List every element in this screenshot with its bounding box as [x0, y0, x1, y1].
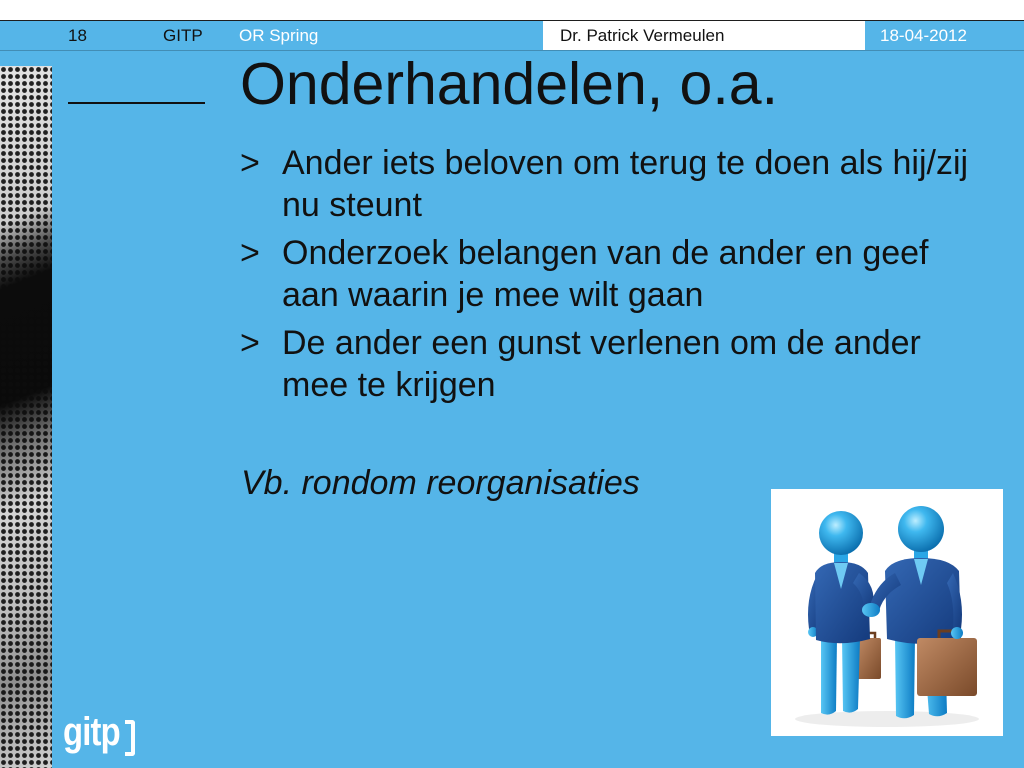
- left-figure-leg: [842, 637, 860, 713]
- right-briefcase: [917, 638, 977, 696]
- handshake-icon: [771, 489, 1003, 736]
- handshake-illustration: [771, 489, 1003, 736]
- bullet-marker: >: [240, 144, 260, 182]
- bullet-text: De ander een gunst verlenen om de ander mee te krijgen: [282, 324, 921, 404]
- slide-header-bar: [0, 20, 1024, 51]
- presenter-name: Dr. Patrick Vermeulen: [560, 26, 725, 45]
- bullet-item: [240, 142, 987, 226]
- example-text: Vb. rondom reorganisaties: [241, 464, 640, 502]
- halftone-photo-strip: [0, 66, 52, 768]
- left-figure-head: [819, 511, 863, 555]
- bullet-text: Ander iets beloven om terug te doen als hij/zij nu steunt: [282, 144, 969, 224]
- event-name: OR Spring: [239, 26, 319, 45]
- bullet-text: Onderzoek belangen van de ander en geef aan waarin je mee wilt gaan: [282, 234, 929, 314]
- clasped-hands: [862, 603, 880, 617]
- gitp-logo: [63, 712, 143, 756]
- right-figure-leg: [895, 637, 915, 718]
- bullet-marker: >: [240, 234, 260, 272]
- left-figure-leg: [821, 637, 837, 715]
- top-strip: [0, 0, 1024, 20]
- presentation-date: 18-04-2012: [880, 26, 967, 45]
- right-figure-hand: [951, 627, 963, 639]
- bullet-item: [240, 322, 987, 406]
- slide-number: 18: [68, 26, 87, 45]
- bullet-marker: >: [240, 324, 260, 362]
- logo-wordmark: gitp: [63, 710, 120, 754]
- bullet-item: [240, 232, 987, 316]
- slide-title: Onderhandelen, o.a.: [240, 51, 778, 117]
- company-name: GITP: [163, 26, 203, 45]
- title-rule-line: [68, 102, 205, 104]
- right-figure-head: [898, 506, 944, 552]
- bullet-list: [240, 142, 987, 412]
- left-briefcase: [857, 638, 881, 679]
- logo-bracket-mark: [125, 720, 135, 756]
- presenter-box: [543, 21, 865, 50]
